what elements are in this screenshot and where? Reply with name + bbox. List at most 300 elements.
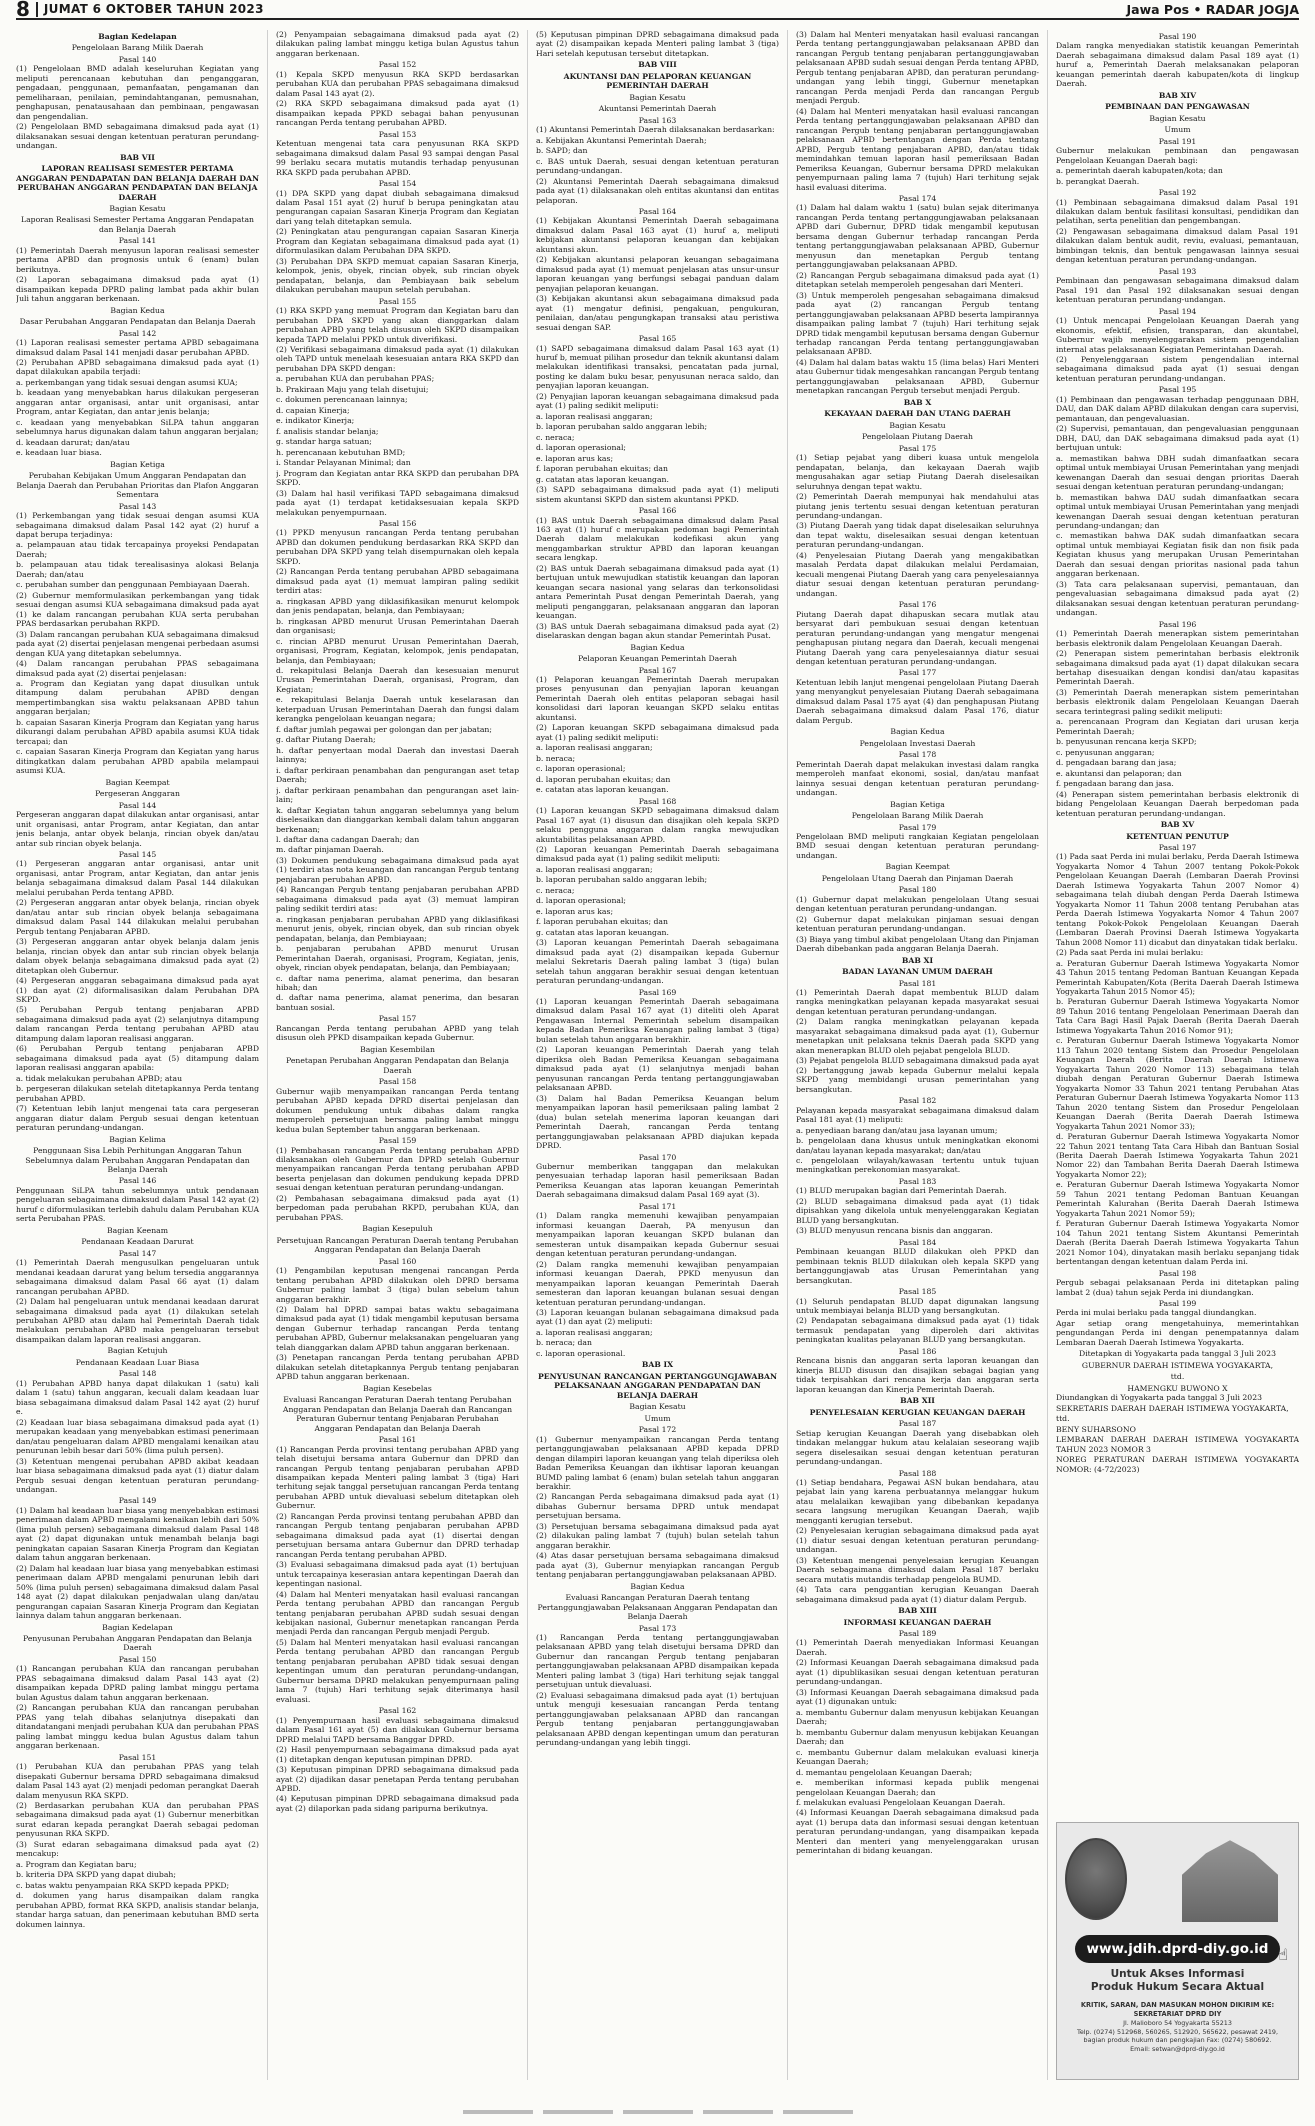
paragraph: (1) Perkembangan yang tidak sesuai dengan asumsi KUA sebagaimana dimaksud dalam Pasal 142 ayat (2) huruf a dapat berupa terjadinya: [16,511,259,539]
section-heading: GUBERNUR DAERAH ISTIMEWA YOGYAKARTA, [1081,1360,1274,1370]
paragraph: (1) Kepala SKPD menyusun RKA SKPD berdasarkan perubahan KUA dan perubahan PPAS sebagaimana dimaksud dalam Pasal 143 ayat (2). [276,69,519,98]
paragraph: (3) Perubahan DPA SKPD memuat capaian Sasaran Kinerja, kelompok, jenis, obyek, rincian obyek, sub rincian obyek pendapatan, belanja, dan Pembiayaan baik sebelum dilakukan perubahan maupun setelah perubahan. [276,256,519,295]
paragraph: (3) Evaluasi sebagaimana dimaksud pada ayat (1) bertujuan untuk tercapainya keserasian antara kepentingan Daerah dan kepentingan nasional. [276,1560,519,1589]
paragraph: (1) Setiap pejabat yang diberi kuasa untuk mengelola pendapatan, belanja, dan kekayaan Daerah wajib mengusahakan agar setiap Piutang Daerah diselesaikan seluruhnya dengan tepat waktu. [796,453,1039,491]
paragraph: Piutang Daerah dapat dihapuskan secara mutlak atau bersyarat dari pembukuan sesuai dengan ketentuan peraturan perundang-undangan yang mengatur mengenai penghapusan piutang negara dan Daerah, kecuali mengenai Piutang Daerah yang cara penyelesaiannya diatur sesuai dengan ketentuan peraturan perundang-undangan. [796,609,1039,666]
paragraph: c. daftar nama penerima, alamat penerima, dan besaran hibah; dan [276,973,519,992]
section-heading: Pasal 163 [638,115,677,125]
section-heading: BAB IX [641,1360,674,1370]
section-heading: Pasal 147 [118,1248,157,1258]
paragraph: g. catatan atas laporan keuangan. [536,474,669,484]
stripe-bar [703,2110,773,2114]
section-heading: Bagian Kesatu [629,1402,686,1412]
paragraph: (1) Perubahan KUA dan perubahan PPAS yang telah disepakati Gubernur bersama DPRD sebagaimana dimaksud dalam Pasal 143 ayat (2) menjadi pedoman perangkat Daerah dalam menyusun RKA SKPD. [16,1762,259,1800]
section-heading: Bagian Kesatu [629,92,686,102]
section-heading: Pasal 194 [1158,306,1197,316]
paragraph: b. perangkat Daerah. [1056,176,1140,186]
paragraph: (2) Laporan keuangan SKPD sebagaimana dimaksud pada ayat (1) paling sedikit meliputi: [536,723,779,742]
section-heading: Pasal 154 [378,179,417,189]
section-heading: Penetapan Perubahan Anggaran Pendapatan dan Belanja Daerah [286,1056,509,1075]
paragraph: (1) Laporan keuangan SKPD sebagaimana dimaksud dalam Pasal 167 ayat (1) disusun dan disajikan oleh kepala SKPD selaku pengguna anggaran dalam rangka mewujudkan akuntabilitas pelaksanaan APBD. [536,806,779,844]
paragraph: (7) Ketentuan lebih lanjut mengenai tata cara pergeseran anggaran diatur dalam Pergub sesuai dengan ketentuan peraturan perundang-undangan. [16,1104,259,1133]
paragraph: b. membantu Gubernur dalam menyusun kebijakan Keuangan Daerah; dan [796,1727,1039,1747]
paragraph: d. pengadaan barang dan jasa; [1056,758,1177,768]
paragraph: (1) Dalam hal dalam waktu 1 (satu) bulan sejak diterimanya rancangan Perda tentang pertanggungjawaban pelaksanaan APBD dari Gubernur, DPRD tidak mengambil keputusan bersama dengan Gubernur terhadap rancangan Perda tentang pertanggungjawaban pelaksanaan APBD, Gubernur menyusun dan menetapkan Pergub tentang pertanggungjawaban pelaksanaan APBD. [796,203,1039,270]
paragraph: (1) Rancangan Perda tentang pertanggungjawaban pelaksanaan APBD yang telah disetujui bersama DPRD dan Gubernur dan rancangan Pergub tentang penjabaran pertanggungjawaban pelaksanaan APBD disampaikan kepada Menteri paling lambat 3 (tiga) Hari terhitung sejak tanggal persetujuan untuk dievaluasi. [536,1633,779,1690]
paragraph: c. Peraturan Gubernur Daerah Istimewa Yogyakarta Nomor 113 Tahun 2020 tentang Sistem dan Prosedur Pengelolaan Keuangan Daerah (Berita Daerah Daerah Istimewa Yogyakarta Tahun 2020 Nomor 113) sebagaimana telah diubah dengan Peraturan Gubernur Daerah Istimewa Yogyakarta Nomor 33 Tahun 2021 tentang Perubahan Atas Peraturan Gubernur Daerah Istimewa Yogyakarta Nomor 113 Tahun 2020 tentang Sistem dan Prosedur Pengelolaan Keuangan Daerah (Berita Daerah Daerah Istimewa Yogyakarta Tahun 2021 Nomor 33); [1056,1036,1299,1131]
paragraph: a. Kebijakan Akuntansi Pemerintah Daerah; [536,135,707,145]
paragraph: e. memberikan informasi kepada publik mengenai pengelolaan Keuangan Daerah; dan [796,1778,1039,1797]
paragraph: c. dokumen perencanaan lainnya; [276,395,408,405]
paragraph: j. daftar perkiraan penambahan dan pengurangan aset lain-lain; [276,785,519,805]
paragraph: (1) Dalam hal keadaan luar biasa yang menyebabkan estimasi penerimaan dalam APBD mengalami kenaikan lebih dari 50% (lima puluh persen) sebagaimana dimaksud dalam Pasal 148 ayat (2) dapat digunakan untuk menambah belanja bagi peningkatan capaian Sasaran Kinerja Program dan Kegiatan dalam tahun anggaran berkenaan. [16,1505,259,1563]
ad-note-phone: Telp. (0274) 512968, 560265, 512920, 565622, pesawat 2419, [1077,2027,1278,2036]
ad-slogan-line2: Produk Hukum Secara Aktual [1090,1980,1265,1993]
section-heading: BAB VIII [638,60,677,70]
paragraph: NOREG PERATURAN DAERAH ISTIMEWA YOGYAKARTA NOMOR: (4-72/2023) [1056,1455,1299,1474]
section-heading: Evaluasi Rancangan Peraturan Daerah tentang Perubahan Anggaran Pendapatan dan Belanja Daerah dan Rancangan Peraturan Gubernur tentang Penjabaran Perubahan Anggaran Pendapatan dan Belanja Daerah [282,1395,513,1433]
paragraph: (3) BLUD menyusun rencana bisnis dan anggaran. [796,1226,993,1236]
paragraph: Rancangan Perda tentang perubahan APBD yang telah disusun oleh PPKD disampaikan kepada Gubernur. [276,1023,519,1043]
section-heading: Bagian Kesebelas [363,1383,432,1393]
paragraph: (1) Pelaporan keuangan Pemerintah Daerah merupakan proses penyusunan dan penyajian laporan keuangan Pemerintah Daerah oleh entitas pelaporan sebagai hasil konsolidasi dari laporan keuangan SKPD selaku entitas akuntansi. [536,675,779,722]
paragraph: c. batas waktu penyampaian RKA SKPD kepada PPKD; [16,1880,230,1890]
section-heading: Pasal 185 [898,1287,937,1297]
paragraph: (2) Pengelolaan BMD sebagaimana dimaksud pada ayat (1) dilaksanakan sesuai dengan ketentuan peraturan perundang-undangan. [16,122,259,151]
paragraph: a. laporan realisasi anggaran; [536,1327,653,1337]
paragraph: (1) Perubahan APBD hanya dapat dilakukan 1 (satu) kali dalam 1 (satu) tahun anggaran, kecuali dalam keadaan luar biasa sebagaimana dimaksud dalam Pasal 142 ayat (2) huruf e. [16,1378,259,1417]
section-heading: Laporan Realisasi Semester Pertama Anggaran Pendapatan dan Belanja Daerah [20,215,255,234]
paragraph: b. ringkasan APBD menurut Urusan Pemerintahan Daerah dan organisasi; [276,616,519,636]
paragraph: (2) Rancangan Perda provinsi tentang perubahan APBD dan rancangan Pergub tentang penjabaran perubahan APBD sebagaimana dimaksud pada ayat (1) disertai dengan persetujuan bersama antara Gubernur dan DPRD terhadap rancangan Perda tentang perubahan APBD. [276,1511,519,1559]
paragraph: (2) Dalam rangka memenuhi kewajiban penyampaian informasi keuangan Daerah, PPKD menyusun dan menyampaikan laporan keuangan Pemerintah Daerah semesteran dan laporan keuangan bulanan sesuai dengan ketentuan peraturan perundang-undangan. [536,1259,779,1307]
paragraph: Ketentuan lebih lanjut mengenai pengelolaan Piutang Daerah yang menyangkut penyelesaian Piutang Daerah sebagaimana dimaksud dalam Pasal 175 ayat (4) dan penghapusan Piutang Daerah sebagaimana dimaksud dalam Pasal 176, diatur dalam Pergub. [796,677,1039,725]
paragraph: a. Program dan Kegiatan yang dapat diusulkan untuk ditampung dalam perubahan APBD dengan mempertimbangkan sisa waktu pelaksanaan APBD tahun anggaran berjalan; [16,679,259,717]
section-heading: Pasal 155 [378,296,417,306]
section-heading: ttd. [1170,1372,1185,1382]
paragraph: c. laporan operasional; [536,764,626,774]
section-heading: Bagian Ketiga [110,459,165,469]
paragraph: (2) Berdasarkan perubahan KUA dan perubahan PPAS sebagaimana dimaksud pada ayat (1) Gubernur menerbitkan surat edaran kepada perangkat Daerah sebagai pedoman penyusunan RKA SKPD. [16,1800,259,1839]
section-heading: Bagian Kedelapan [102,1622,173,1632]
section-heading: Perubahan Kebijakan Umum Anggaran Pendapatan dan Belanja Daerah dan Perubahan Prioritas dan Plafon Anggaran Sementara [16,471,259,500]
section-heading: Pasal 173 [638,1623,677,1633]
section-heading: HAMENGKU BUWONO X [1127,1383,1228,1393]
paragraph: (2) Penerapan sistem pemerintahan berbasis elektronik sebagaimana dimaksud pada ayat (1) dapat dilakukan secara bertahap disesuaikan dengan kondisi dan/atau kapasitas Pemerintah Daerah. [1056,649,1299,687]
paragraph: Diundangkan di Yogyakarta pada tanggal 3 Juli 2023 [1056,1393,1262,1403]
section-heading: Pasal 174 [898,193,937,203]
paragraph: (2) Pengawasan sebagaimana dimaksud dalam Pasal 191 dilakukan dalam bentuk audit, reviu, evaluasi, pemantauan, bimbingan teknis, dan bentuk pengawasan lainnya sesuai dengan ketentuan peraturan perundang-undangan. [1056,226,1299,265]
ad-image-row [1065,1831,1290,1927]
paragraph: (3) Persetujuan bersama sebagaimana dimaksud pada ayat (2) dilakukan paling lambat 7 (tujuh) bulan setelah tahun anggaran berakhir. [536,1521,779,1550]
section-heading: Umum [644,1413,671,1423]
section-heading: Pasal 145 [118,849,157,859]
paragraph: LEMBARAN DAERAH DAERAH ISTIMEWA YOGYAKARTA TAHUN 2023 NOMOR 3 [1056,1435,1299,1454]
paragraph: (1) Pembahasan rancangan Perda tentang perubahan APBD dilaksanakan oleh Gubernur dan DPRD setelah Gubernur menyampaikan rancangan Perda tentang perubahan APBD beserta penjelasan dan dokumen pendukung kepada DPRD sesuai dengan ketentuan peraturan perundang-undangan. [276,1145,519,1193]
paragraph: a. Program dan Kegiatan baru; [16,1859,137,1869]
ad-note-title: KRITIK, SARAN, DAN MASUKAN MOHON DIKIRIM KE: [1080,2001,1275,2010]
paragraph: Pelayanan kepada masyarakat sebagaimana dimaksud dalam Pasal 181 ayat (1) meliputi: [796,1105,1039,1125]
section-heading: Bagian Kedelapan [98,32,177,41]
paragraph: d. capaian Kinerja; [276,405,350,415]
section-heading: Pergeseran Anggaran [95,789,180,799]
paragraph: (2) Rancangan Pergub sebagaimana dimaksud pada ayat (1) ditetapkan setelah memperoleh pengesahan dari Menteri. [796,270,1039,290]
stripe-bar [543,2110,613,2114]
paragraph: b. laporan perubahan saldo anggaran lebih; [536,875,708,885]
paragraph: a. penyediaan barang dan/atau jasa layanan umum; [796,1125,998,1135]
section-heading: Ditetapkan di Yogyakarta pada tanggal 3 Juli 2023 [1079,1349,1276,1359]
paragraph: BENY SUHARSONO [1056,1424,1136,1434]
paragraph: c. rincian APBD menurut Urusan Pemerintahan Daerah, organisasi, Program, Kegiatan, kelompok, jenis pendapatan, belanja, dan Pembiayaan; [276,636,519,665]
ad-contact-note [1065,2001,1290,2053]
masthead-left [16,0,264,21]
section-heading: Pasal 142 [118,328,157,338]
seal-icon [1065,1838,1127,1920]
section-heading: Bagian Keempat [885,862,950,872]
paragraph: (3) Informasi Keuangan Daerah sebagaimana dimaksud pada ayat (1) digunakan untuk: [796,1687,1039,1707]
section-heading: BADAN LAYANAN UMUM DAERAH [842,967,993,977]
paragraph: (4) Penerapan sistem pemerintahan berbasis elektronik di bidang Pengelolaan Keuangan Daerah berpedoman pada ketentuan peraturan perundang-undangan. [1056,789,1299,818]
paragraph: (2) Gubernur memformulasikan perkembangan yang tidak sesuai dengan asumsi KUA sebagaimana dimaksud pada ayat (1) ke dalam rancangan perubahan KUA serta perubahan PPAS berdasarkan perubahan RKPD. [16,590,259,629]
paragraph: (2) Pemerintah Daerah mempunyai hak mendahului atas piutang jenis tertentu sesuai dengan ketentuan peraturan perundang-undangan. [796,492,1039,520]
paragraph: (1) Pemerintah Daerah menyusun laporan realisasi semester pertama APBD dan prognosis untuk 6 (enam) bulan berikutnya. [16,245,259,274]
section-heading: INFORMASI KEUANGAN DAERAH [843,1617,992,1627]
paragraph: (2) Akuntansi Pemerintah Daerah sebagaimana dimaksud pada ayat (1) dilaksanakan oleh entitas akuntansi dan entitas pelaporan. [536,176,779,205]
paragraph: (4) Pergeseran anggaran sebagaimana dimaksud pada ayat (1) dan ayat (2) diformalisasikan dalam Perubahan DPA SKPD. [16,976,259,1004]
section-heading: Pasal 151 [118,1752,157,1762]
paragraph: b. penjabaran perubahan APBD menurut Urusan Pemerintahan Daerah, organisasi, Program, Kegiatan, jenis, obyek, rincian obyek pendapatan, belanja, dan Pembiayaan; [276,944,519,973]
paragraph: c. neraca; [536,885,575,895]
section-heading: Pasal 176 [898,600,937,610]
website-url[interactable]: www.jdih.dprd-diy.go.id [1086,1940,1269,1957]
paragraph: (4) Tata cara penggantian kerugian Keuangan Daerah sebagaimana dimaksud pada ayat (1) diatur dalam Pergub. [796,1585,1039,1604]
paragraph: c. keadaan yang menyebabkan SiLPA tahun anggaran sebelumnya harus digunakan dalam tahun anggaran berjalan; [16,417,259,437]
section-heading: Bagian Kedua [890,727,945,737]
section-heading: Pasal 178 [898,750,937,760]
paragraph: (2) Dalam hal keadaan luar biasa yang menyebabkan estimasi penerimaan dalam APBD mengalami penurunan lebih dari 50% (lima puluh persen) sebagaimana dimaksud dalam Pasal 148 ayat (2) dapat dilakukan penjadwalan ulang dan/atau pengurangan capaian Sasaran Kinerja Program dan Kegiatan lainnya dalam tahun anggaran berkenaan. [16,1563,259,1621]
paragraph: (2) Keadaan luar biasa sebagaimana dimaksud pada ayat (1) merupakan keadaan yang menyebabkan estimasi penerimaan dan/atau pengeluaran dalam APBD mengalami kenaikan atau penurunan lebih besar dari 50% (lima puluh persen). [16,1417,259,1456]
paragraph: (2) Laporan keuangan Pemerintah Daerah sebagaimana dimaksud pada ayat (1) paling sedikit meliputi: [536,844,779,864]
paragraph: d. Peraturan Gubernur Daerah Istimewa Yogyakarta Nomor 22 Tahun 2021 tentang Tata Cara Hibah dan Bantuan Sosial (Berita Daerah Daerah Istimewa Yogyakarta Tahun 2021 Nomor 22) dan Tambahan Berita Daerah Daerah Istimewa Yogyakarta Nomor 22); [1056,1132,1299,1179]
paragraph: (4) Dalam rancangan perubahan PPAS sebagaimana dimaksud pada ayat (2) disertai penjelasan: [16,659,259,678]
paragraph: c. membantu Gubernur dalam melakukan evaluasi kinerja Keuangan Daerah; [796,1747,1039,1767]
section-heading: Pasal 160 [378,1256,417,1266]
paragraph: f. Peraturan Gubernur Daerah Istimewa Yogyakarta Nomor 104 Tahun 2021 tentang Sistem Akuntansi Pemerintah Daerah (Berita Daerah Daerah Istimewa Yogyakarta Tahun 2021 Nomor 104), dinyatakan masih berlaku sepanjang tidak bertentangan dengan ketentuan dalam Perda ini. [1056,1219,1299,1267]
paragraph: d. laporan perubahan ekuitas; dan [536,774,671,784]
section-heading: Pasal 140 [118,54,157,64]
section-heading: Umum [1164,125,1191,135]
section-heading: Pasal 195 [1158,385,1197,395]
paragraph: (1) Penyempurnaan hasil evaluasi sebagaimana dimaksud dalam Pasal 161 ayat (5) dan dilakukan Gubernur bersama DPRD melalui TAPD bersama Banggar DPRD. [276,1715,519,1744]
section-heading: Persetujuan Rancangan Peraturan Daerah tentang Perubahan Anggaran Pendapatan dan Belanja Daerah [276,1235,519,1255]
paragraph: e. catatan atas laporan keuangan. [536,785,669,795]
section-heading: Pasal 192 [1158,188,1197,198]
section-heading: KETENTUAN PENUTUP [1126,831,1229,841]
paragraph: (2) Penyampaian sebagaimana dimaksud pada ayat (2) dilakukan paling lambat minggu ketiga bulan Agustus tahun anggaran berkenaan. [276,30,519,58]
paragraph: Dalam rangka menyediakan statistik keuangan Pemerintah Daerah sebagaimana dimaksud dalam Pasal 189 ayat (1) huruf a, Pemerintah Daerah melaksanakan pelaporan keuangan pemerintah daerah kabupaten/kota di lingkup Daerah. [1056,41,1299,89]
footer-stripe [16,2110,1299,2118]
paragraph: (2) Penyajian laporan keuangan sebagaimana dimaksud pada ayat (1) paling sedikit meliputi: [536,391,779,411]
section-heading: Pasal 191 [1158,136,1197,146]
paragraph: (1) Pengambilan keputusan mengenai rancangan Perda tentang perubahan APBD dilakukan oleh DPRD bersama Gubernur paling lambat 3 (tiga) bulan sebelum tahun anggaran berakhir. [276,1266,519,1304]
paragraph: (1) Seluruh pendapatan BLUD dapat digunakan langsung untuk membiayai belanja BLUD yang bersangkutan. [796,1296,1039,1315]
section-heading: Pasal 150 [118,1654,157,1664]
paragraph: d. laporan operasional; [536,443,627,453]
paragraph: (2) Gubernur dapat melakukan pinjaman sesuai dengan ketentuan peraturan perundang-undangan. [796,914,1039,934]
section-heading: Pasal 186 [898,1346,937,1356]
section-heading: Pasal 184 [898,1237,937,1247]
stripe-bar [783,2110,853,2114]
paragraph: (2) Dalam hal DPRD sampai batas waktu sebagaimana dimaksud pada ayat (1) tidak mengambil keputusan bersama dengan Gubernur terhadap rancangan Perda tentang perubahan APBD, Gubernur melaksanakan pengeluaran yang telah dianggarkan dalam APBD tahun anggaran berkenaan. [276,1305,519,1352]
section-heading: BAB XV [1160,820,1195,830]
section-heading: Pasal 165 [638,334,677,344]
newspaper-brand: Jawa Pos • RADAR JOGJA [1126,1,1299,17]
paragraph: (1) RKA SKPD yang memuat Program dan Kegiatan baru dan perubahan DPA SKPD yang akan dianggarkan dalam perubahan APBD yang telah disusun oleh SKPD disampaikan kepada TAPD melalui PPKD untuk diverifikasi. [276,306,519,344]
section-heading: Pasal 141 [118,236,157,246]
paragraph: (4) Informasi Keuangan Daerah sebagaimana dimaksud pada ayat (1) berupa data dan informasi sesuai dengan ketentuan peraturan perundang-undangan, yang disampaikan kepada Menteri dan menteri yang menyelenggarakan urusan pemerintahan di bidang keuangan. [796,1808,1039,1856]
section-heading: AKUNTANSI DAN PELAPORAN KEUANGAN PEMERINTAH DAERAH [563,71,752,91]
paragraph: (3) Dalam hal hasil verifikasi TAPD sebagaimana dimaksud pada ayat (1) terdapat ketidaksesuaian kepala SKPD melakukan penyempurnaan. [276,488,519,517]
paragraph: (2) Pembahasan sebagaimana dimaksud pada ayat (1) berpedoman pada perubahan RKPD, perubahan KUA, dan perubahan PPAS. [276,1193,519,1222]
paragraph: (3) BAS untuk Daerah sebagaimana dimaksud pada ayat (2) diselaraskan dengan bagan akun standar Pemerintah Pusat. [536,621,779,641]
paragraph: (1) Pemerintah Daerah mengusulkan pengeluaran untuk mendanai keadaan darurat yang belum tersedia anggarannya sebagaimana dimaksud dalam Pasal 66 ayat (1) dalam rancangan perubahan APBD. [16,1258,259,1296]
paragraph: l. daftar dana cadangan Daerah; dan [276,834,420,844]
section-heading: Pasal 172 [638,1425,677,1435]
section-heading: BAB VII [120,152,155,162]
paragraph: a. membantu Gubernur dalam menyusun kebijakan Keuangan Daerah; [796,1707,1039,1727]
masthead [16,0,1299,20]
paragraph: (5) Perubahan Pergub tentang penjabaran APBD sebagaimana dimaksud pada ayat (2) selanjutnya ditampung dalam rancangan Perda tentang perubahan APBD atau ditampung dalam laporan realisasi anggaran. [16,1005,259,1043]
paragraph: b. pelampauan atau tidak terealisasinya alokasi Belanja Daerah; dan/atau [16,560,259,579]
section-heading: Pasal 157 [378,1014,417,1024]
paragraph: (3) Laporan keuangan bulanan sebagaimana dimaksud pada ayat (1) dan ayat (2) meliputi: [536,1308,779,1327]
paragraph: a. laporan realisasi anggaran; [536,411,653,421]
paragraph: Pengelolaan BMD meliputi rangkaian Kegiatan pengelolaan BMD sesuai dengan ketentuan peraturan perundang-undangan. [796,831,1039,860]
paragraph: (2) Penyelesaian kerugian sebagaimana dimaksud pada ayat (1) diatur sesuai dengan ketentuan peraturan perundang-undangan. [796,1526,1039,1555]
section-heading: Pasal 159 [378,1136,417,1146]
paragraph: (4) Keputusan pimpinan DPRD sebagaimana dimaksud pada ayat (2) dilaporkan pada sidang paripurna berikutnya. [276,1794,519,1813]
paragraph: f. analisis standar belanja; [276,426,379,436]
paragraph: (2) Rancangan Perda sebagaimana dimaksud pada ayat (1) dibahas Gubernur bersama DPRD untuk mendapat persetujuan bersama. [536,1492,779,1521]
section-heading: Bagian Keenam [106,1225,169,1235]
paragraph: b. Peraturan Gubernur Daerah Istimewa Yogyakarta Nomor 89 Tahun 2016 tentang Pengelolaan Penerimaan Daerah dan Tata Cara Bagi Hasil Pajak Daerah (Berita Daerah Daerah Istimewa Yogyakarta Tahun 2016 Nomor 91); [1056,997,1299,1035]
section-heading: Bagian Kesepuluh [362,1224,433,1234]
section-heading: Pengelolaan Piutang Daerah [862,432,973,442]
paragraph: ttd. [1056,1414,1070,1424]
paragraph: (1) DPA SKPD yang dapat diubah sebagaimana dimaksud dalam Pasal 151 ayat (2) huruf b berupa peningkatan atau pengurangan capaian Sasaran Kinerja Program dan Kegiatan dari yang telah ditetapkan semula. [276,188,519,226]
paragraph: (3) Dokumen pendukung sebagaimana dimaksud pada ayat (1) terdiri atas nota keuangan dan rancangan Pergub tentang penjabaran perubahan APBD. [276,855,519,884]
section-heading: Penggunaan Sisa Lebih Perhitungan Anggaran Tahun Sebelumnya dalam Perubahan Anggaran Pendapatan dan Belanja Daerah [25,1146,250,1174]
section-heading: Akuntansi Pemerintah Daerah [598,104,717,114]
paragraph: Ketentuan mengenai tata cara penyusunan RKA SKPD sebagaimana dimaksud dalam Pasal 93 sampai dengan Pasal 99 berlaku secara mutatis mutandis terhadap penyusunan RKA SKPD pada perubahan APBD. [276,139,519,177]
paragraph: (5) Dalam hal Menteri menyatakan hasil evaluasi rancangan Perda tentang perubahan APBD dan rancangan Pergub tentang penjabaran perubahan APBD tidak sesuai dengan kepentingan umum dan peraturan perundang-undangan, Gubernur bersama DPRD melakukan penyempurnaan paling lama 7 (tujuh) Hari terhitung sejak diterimanya hasil evaluasi. [276,1637,519,1704]
section-heading: BAB XI [901,955,934,965]
paragraph: d. rekapitulasi Belanja Daerah dan kesesuaian menurut Urusan Pemerintahan Daerah, organisasi, Program, dan Kegiatan; [276,666,519,694]
paragraph: e. keadaan luar biasa. [16,448,102,458]
paragraph: (1) Kebijakan Akuntansi Pemerintah Daerah sebagaimana dimaksud dalam Pasal 163 ayat (1) huruf a, meliputi kebijakan akuntansi pelaporan keuangan dan kebijakan akuntansi akun. [536,216,779,254]
paragraph: (2) Rancangan Perda tentang perubahan APBD sebagaimana dimaksud pada ayat (1) memuat lampiran paling sedikit terdiri atas: [276,567,519,596]
paragraph: (2) Pada saat Perda ini mulai berlaku: [1056,948,1204,958]
paragraph: g. daftar Piutang Daerah; [276,735,376,745]
paragraph: (2) Evaluasi sebagaimana dimaksud pada ayat (1) bertujuan untuk menguji kesesuaian rancangan Perda tentang pertanggungjawaban pelaksanaan APBD dan rancangan Pergub tentang penjabaran pertanggungjawaban pelaksanaan APBD dengan kepentingan umum dan peraturan perundang-undangan yang lebih tinggi. [536,1690,779,1748]
section-heading: Pasal 182 [898,1096,937,1106]
paragraph: Setiap kerugian Keuangan Daerah yang disebabkan oleh tindakan melanggar hukum atau kelalaian seseorang wajib segera diselesaikan sesuai dengan ketentuan peraturan perundang-undangan. [796,1428,1039,1467]
paragraph: (3) Ketentuan mengenai penyelesaian kerugian Keuangan Daerah sebagaimana dimaksud dalam Pasal 187 berlaku secara mutatis mutandis terhadap pengelola BUMD. [796,1555,1039,1584]
paragraph: h. perencanaan kebutuhan BMD; [276,447,406,457]
issue-date: JUMAT 6 OKTOBER TAHUN 2023 [43,2,264,16]
section-heading: Pasal 170 [638,1152,677,1162]
paragraph: i. daftar perkiraan penambahan dan pengurangan aset tetap Daerah; [276,765,519,785]
section-heading: Evaluasi Rancangan Peraturan Daerah tentang Pertanggungjawaban Pelaksanaan Anggaran Pendapatan dan Belanja Daerah [537,1593,778,1622]
column-4 [796,30,1048,2080]
section-heading: Pengelolaan Utang Daerah dan Pinjaman Daerah [821,873,1014,883]
paragraph: (5) Keputusan pimpinan DPRD sebagaimana dimaksud pada ayat (2) disampaikan kepada Menteri paling lambat 3 (tiga) Hari setelah keputusan tersebut ditetapkan. [536,30,779,58]
paragraph: f. laporan perubahan ekuitas; dan [536,464,668,474]
paragraph: (1) Rancangan Perda provinsi tentang perubahan APBD yang telah disetujui bersama antara Gubernur dan DPRD dan rancangan Pergub tentang penjabaran perubahan APBD disampaikan kepada Menteri paling lambat 3 (tiga) Hari terhitung sejak tanggal persetujuan rancangan Perda tentang perubahan APBD untuk dievaluasi sebelum ditetapkan oleh Gubernur. [276,1444,519,1511]
section-heading: BAB XII [900,1396,935,1406]
section-heading: Pasal 158 [378,1077,417,1087]
paragraph: f. laporan perubahan ekuitas; dan [536,917,668,927]
paragraph: (2) BAS untuk Daerah sebagaimana dimaksud pada ayat (1) bertujuan untuk mewujudkan statistik keuangan dan laporan keuangan secara nasional yang selaras dan terkonsolidasi antara Pemerintah Pusat dengan Pemerintah Daerah, yang meliputi penganggaran, pelaksanaan anggaran dan laporan keuangan. [536,563,779,621]
paragraph: (1) SAPD sebagaimana dimaksud dalam Pasal 163 ayat (1) huruf b, memuat pilihan prosedur dan teknik akuntansi dalam melakukan identifikasi transaksi, pencatatan pada jurnal, posting ke dalam buku besar, penyusunan neraca saldo, dan penyajian laporan keuangan. [536,343,779,391]
section-heading: Pendanaan Keadaan Darurat [81,1237,194,1247]
paragraph: a. tidak melakukan perubahan APBD; atau [16,1073,183,1083]
paragraph: (2) Laporan keuangan Pemerintah Daerah yang telah diperiksa oleh Badan Pemeriksa Keuangan sebagaimana dimaksud pada ayat (1) selanjutnya menjadi bahan penyusunan rancangan Perda tentang pertanggungjawaban pelaksanaan APBD. [536,1045,779,1093]
section-heading: Pasal 168 [638,796,677,806]
paragraph: Agar setiap orang mengetahuinya, memerintahkan pengundangan Perda ini dengan penempatannya dalam Lembaran Daerah Daerah Istimewa Yogyakarta. [1056,1318,1299,1347]
paragraph: a. perencanaan Program dan Kegiatan dari urusan kerja Pemerintah Daerah; [1056,717,1299,736]
paragraph: (1) Akuntansi Pemerintah Daerah dilaksanakan berdasarkan: [536,125,775,135]
paragraph: c. perubahan sumber dan penggunaan Pembiayaan Daerah. [16,580,250,590]
section-heading: PENYUSUNAN RANCANGAN PERTANGGUNGJAWABAN PELAKSANAAN ANGGARAN PENDAPATAN DAN BELANJA DAERAH [538,1371,777,1400]
paragraph: (1) Gubernur dapat melakukan pengelolaan Utang sesuai dengan ketentuan peraturan perundang-undangan. [796,894,1039,914]
section-heading: Pasal 152 [378,60,417,70]
paragraph: f. daftar jumlah pegawai per golongan dan per jabatan; [276,724,492,734]
section-heading: PENYELESAIAN KERUGIAN KEUANGAN DAERAH [809,1407,1026,1417]
paragraph: (3) Dalam rancangan perubahan KUA sebagaimana dimaksud pada ayat (2) disertai penjelasan mengenai perbedaan asumsi dengan KUA yang ditetapkan sebelumnya. [16,629,259,658]
paragraph: b. pergeseran dilakukan setelah ditetapkannya Perda tentang perubahan APBD. [16,1084,259,1103]
section-heading: Bagian Kesatu [889,420,946,430]
ad-note-address: Jl. Malioboro 54 Yogyakarta 55213 [1123,2018,1232,2027]
ad-slogan-line1: Untuk Akses Informasi [1110,1968,1245,1980]
paragraph: c. neraca; [536,432,575,442]
section-heading: Pasal 177 [898,668,937,678]
ad-note-fax: bagian produk hukum dan pengkajian Fax: (0274) 580692. [1083,2036,1272,2045]
paragraph: e. Peraturan Gubernur Daerah Istimewa Yogyakarta Nomor 59 Tahun 2021 tentang Pedoman Bantuan Keuangan Pemerintah Kalurahan (Berita Daerah Daerah Istimewa Yogyakarta Tahun 2021 Nomor 59); [1056,1180,1299,1218]
paragraph: b. penyusunan rencana kerja SKPD; [1056,737,1197,747]
paragraph: c. BAS untuk Daerah, sesuai dengan ketentuan peraturan perundang-undangan. [536,156,779,176]
paragraph: (2) Kebijakan akuntansi pelaporan keuangan sebagaimana dimaksud pada ayat (1) memuat penjelasan atas unsur-unsur laporan keuangan yang berfungsi sebagai panduan dalam penyajian pelaporan keuangan. [536,255,779,293]
paragraph: (1) BLUD merupakan bagian dari Pemerintah Daerah. [796,1186,1007,1196]
paragraph: (1) Setiap bendahara, Pegawai ASN bukan bendahara, atau pejabat lain yang karena perbuatannya melanggar hukum atau melalaikan kewajiban yang dibebankan kepadanya secara langsung merugikan Keuangan Daerah, wajib mengganti kerugian tersebut. [796,1477,1039,1525]
section-heading: Pasal 196 [1158,619,1197,629]
paragraph: d. dokumen yang harus disampaikan dalam rangka perubahan APBD, format RKA SKPD, analisis standar belanja, standar harga satuan, dan penerimaan kebutuhan BMD serta dokumen lainnya. [16,1891,259,1929]
section-heading: Pasal 187 [898,1419,937,1429]
ad-slogan [1065,1968,1290,1993]
website-url-badge[interactable] [1075,1935,1288,1964]
paragraph: (2) RKA SKPD sebagaimana dimaksud pada ayat (1) disampaikan kepada PPKD sebagai bahan penyusunan rancangan Perda tentang perubahan APBD. [276,99,519,128]
paragraph: Pembinaan keuangan BLUD dilakukan oleh PPKD dan pembinaan teknis BLUD dilakukan oleh kepala SKPD yang bertanggungjawab atas Urusan Pemerintahan yang bersangkutan. [796,1247,1039,1285]
paragraph: (3) Pejabat pengelola BLUD sebagaimana dimaksud pada ayat (2) bertanggung jawab kepada Gubernur melalui kepala SKPD yang membidangi urusan pemerintahan yang bersangkutan. [796,1056,1039,1094]
section-heading: BAB XIV [1158,90,1197,100]
paragraph: (1) Pemerintah Daerah menerapkan sistem pemerintahan berbasis elektronik dalam Pengelolaan Keuangan Daerah. [1056,629,1299,648]
paragraph: (2) Dalam hal pengeluaran untuk mendanai keadaan darurat sebagaimana dimaksud pada ayat (1) dilakukan setelah perubahan APBD atau dalam hal Pemerintah Daerah tidak melakukan perubahan APBD maka pengeluaran tersebut disampaikan dalam laporan realisasi anggaran. [16,1297,259,1344]
paragraph: (4) Dalam hal Menteri menyatakan hasil evaluasi rancangan Perda tentang pertanggungjawaban pelaksanaan APBD dan rancangan Pergub tentang penjabaran pertanggungjawaban pelaksanaan APBD bertentangan dengan Perda tentang APBD, Pergub tentang penjabaran APBD, dan/atau tidak memindahkan temuan laporan hasil pemeriksaan Badan Pemeriksa Keuangan, Gubernur bersama DPRD melakukan penyempurnaan paling lama 7 (tujuh) Hari terhitung sejak hasil evaluasi diterima. [796,106,1039,192]
paragraph: Pembinaan dan pengawasan sebagaimana dimaksud dalam Pasal 191 dan Pasal 192 dilaksanakan sesuai dengan ketentuan peraturan perundang-undangan. [1056,276,1299,305]
paragraph: a. ringkasan APBD yang diklasifikasikan menurut kelompok dan jenis pendapatan, belanja, dan Pembiayaan; [276,596,519,616]
article-columns [16,30,1299,2080]
paragraph: a. ringkasan penjabaran perubahan APBD yang diklasifikasi menurut jenis, obyek, rincian obyek, dan sub rincian obyek pendapatan, belanja, dan Pembiayaan; [276,914,519,943]
paragraph: a. Peraturan Gubernur Daerah Istimewa Yogyakarta Nomor 43 Tahun 2015 tentang Pedoman Bantuan Keuangan Kepada Pemerintah Kabupaten/Kota (Berita Daerah Daerah Istimewa Yogyakarta Tahun 2015 Nomor 45); [1056,958,1299,996]
paragraph: g. catatan atas laporan keuangan. [536,927,669,937]
section-heading: Bagian Kedua [630,1581,685,1591]
section-heading: Pasal 171 [638,1201,677,1211]
paragraph: (2) Informasi Keuangan Daerah sebagaimana dimaksud pada ayat (1) dipublikasikan sesuai dengan ketentuan peraturan perundang-undangan. [796,1658,1039,1687]
paragraph: (2) Penyelenggaraan sistem pengendalian internal sebagaimana dimaksud pada ayat (1) sesuai dengan ketentuan peraturan perundang-undangan. [1056,355,1299,383]
paragraph: c. memastikan bahwa DAK sudah dimanfaatkan secara optimal untuk membiayai Kegiatan fisik dan non fisik pada Kegiatan khusus yang merupakan Urusan Pemerintahan Daerah dan sesuai dengan prioritas nasional pada tahun anggaran berkenaan. [1056,531,1299,579]
paragraph: (6) Perubahan Pergub tentang penjabaran APBD sebagaimana dimaksud pada ayat (5) ditampung dalam laporan realisasi anggaran apabila: [16,1044,259,1073]
paragraph: (3) Laporan keuangan Pemerintah Daerah sebagaimana dimaksud pada ayat (2) disampaikan kepada Gubernur melalui Sekretaris Daerah paling lambat 3 (tiga) bulan setelah tahun anggaran berakhir sesuai dengan ketentuan peraturan perundang-undangan. [536,938,779,986]
paragraph: e. indikator Kinerja; [276,416,355,426]
paragraph: a. pemerintah daerah kabupaten/kota; dan [1056,166,1223,176]
paragraph: (3) Piutang Daerah yang tidak dapat diselesaikan seluruhnya dan tepat waktu, diselesaikan sesuai dengan ketentuan peraturan perundang-undangan. [796,521,1039,550]
section-heading: Pasal 197 [1158,842,1197,852]
paragraph: d. laporan operasional; [536,896,627,906]
page-number: 8 [16,0,30,21]
ad-note-email: Email: setwan@dprd-diy.go.id [1130,2044,1225,2053]
paragraph: (2) Rancangan perubahan KUA dan rancangan perubahan PPAS yang telah dibahas selanjutnya disepakati dan ditandatangani menjadi perubahan KUA dan perubahan PPAS paling lambat minggu kedua bulan Agustus dalam tahun anggaran berkenaan. [16,1703,259,1751]
stripe-bar [623,2110,693,2114]
paragraph: f. pengadaan barang dan jasa. [1056,779,1174,789]
paragraph: (2) Dalam rangka meningkatkan pelayanan kepada masyarakat sebagaimana dimaksud pada ayat (1), Gubernur menetapkan unit pelaksana teknis Daerah pada SKPD yang akan menerapkan BLUD oleh pejabat pengelola BLUD. [796,1017,1039,1055]
paragraph: SEKRETARIS DAERAH DAERAH ISTIMEWA YOGYAKARTA, [1056,1403,1289,1413]
stripe-bar [463,2110,533,2114]
paragraph: c. penyusunan anggaran; [1056,747,1155,757]
section-heading: Bagian Keempat [105,777,170,787]
section-heading: Pasal 190 [1158,32,1197,41]
section-heading: Pasal 183 [898,1176,937,1186]
paragraph: g. standar harga satuan; [276,437,372,447]
paragraph: (3) Keputusan pimpinan DPRD sebagaimana dimaksud pada ayat (2) dijadikan dasar penetapan Perda tentang perubahan APBD. [276,1765,519,1793]
paragraph: (4) Atas dasar persetujuan bersama sebagaimana dimaksud pada ayat (3), Gubernur menyiapkan rancangan Pergub tentang penjabaran pertanggungjawaban pelaksanaan APBD. [536,1551,779,1580]
paragraph: Gubernur wajib menyampaikan rancangan Perda tentang perubahan APBD kepada DPRD disertai penjelasan dan dokumen pendukung untuk dibahas dalam rangka memperoleh persetujuan bersama paling lambat minggu kedua bulan September tahun anggaran berkenaan. [276,1086,519,1134]
paragraph: (3) Dalam hal Menteri menyatakan hasil evaluasi rancangan Perda tentang pertanggungjawaban pelaksanaan APBD dan rancangan Pergub tentang penjabaran pertanggungjawaban pelaksanaan APBD sudah sesuai dengan Perda tentang APBD, Pergub tentang penjabaran APBD, dan peraturan perundang-undangan yang lebih tinggi, Gubernur menetapkan rancangan Perda menjadi Perda dan rancangan Pergub menjadi Pergub. [796,30,1039,106]
paragraph: (2) Hasil penyempurnaan sebagaimana dimaksud pada ayat (1) ditetapkan dengan keputusan pimpinan DPRD. [276,1745,519,1764]
paragraph: a. perubahan KUA dan perubahan PPAS; [276,374,435,384]
section-heading: Pasal 169 [638,987,677,997]
section-heading: PEMBINAAN DAN PENGAWASAN [1105,102,1250,112]
paragraph: b. pengelolaan dana khusus untuk meningkatkan ekonomi dan/atau layanan kepada masyarakat; dan/atau [796,1136,1039,1155]
paragraph: (1) Pengelolaan BMD adalah keseluruhan Kegiatan yang meliputi perencanaan kebutuhan dan penganggaran, pengadaan, penggunaan, pemanfaatan, pengamanan dan pemeliharaan, penilaian, pemindahtanganan, pemusnahan, penghapusan, penatausahaan dan pembinaan, pengawasan dan pengendalian. [16,64,259,121]
paragraph: (2) Supervisi, pemantauan, dan pengevaluasian penggunaan DBH, DAU, dan DAK sebagaimana dimaksud pada ayat (1) bertujuan untuk: [1056,424,1299,453]
paragraph: b. SAPD; dan [536,146,588,156]
paragraph: b. capaian Sasaran Kinerja Program dan Kegiatan yang harus dikurangi dalam perubahan APBD apabila asumsi KUA tidak tercapai; dan [16,717,259,746]
paragraph: (1) PPKD menyusun rancangan Perda tentang perubahan APBD dan dokumen pendukung berdasarkan RKA SKPD dan perubahan DPA SKPD yang telah disempurnakan oleh kepala SKPD. [276,528,519,566]
paragraph: (4) Dalam hal dalam batas waktu 15 (lima belas) Hari Menteri atau Gubernur tidak mengesahkan rancangan Pergub tentang pertanggungjawaban pelaksanaan APBD, Gubernur menetapkan rancangan Pergub tersebut menjadi Pergub. [796,357,1039,396]
section-heading: Pelaporan Keuangan Pemerintah Daerah [578,654,737,664]
paragraph: e. laporan arus kas; [536,906,614,916]
paragraph: a. laporan realisasi anggaran; [536,743,653,753]
paragraph: (1) Dalam rangka memenuhi kewajiban penyampaian informasi keuangan Daerah, PA menyusun dan menyampaikan laporan keuangan SKPD bulanan dan semesteran untuk disampaikan kepada Gubernur sesuai dengan ketentuan peraturan perundang-undangan. [536,1211,779,1259]
paragraph: (1) Pembinaan sebagaimana dimaksud dalam Pasal 191 dilakukan dalam bentuk fasilitasi konsultasi, pendidikan dan pelatihan, serta penelitian dan pengembangan. [1056,197,1299,226]
paragraph: (3) Pemerintah Daerah menerapkan sistem pemerintahan berbasis elektronik dalam Pengelolaan Keuangan Daerah secara terintegrasi paling sedikit meliputi: [1056,687,1299,716]
paragraph: (2) Peningkatan atau pengurangan capaian Sasaran Kinerja Program dan Kegiatan sebagaimana dimaksud pada ayat (1) diformulasikan dalam Perubahan DPA SKPD. [276,227,519,256]
section-heading: Bagian Kedua [630,642,685,652]
column-5 [1056,30,1299,2080]
paragraph: a. memastikan bahwa DBH sudah dimanfaatkan secara optimal untuk membiayai Urusan Pemerintahan yang menjadi kewenangan Daerah dan sesuai dengan prioritas Daerah sesuai dengan ketentuan peraturan perundang-undangan; [1056,453,1299,492]
paragraph: e. akuntansi dan pelaporan; dan [1056,768,1182,778]
paragraph: Pemerintah Daerah dapat melakukan investasi dalam rangka memperoleh manfaat ekonomi, sosial, dan/atau manfaat lainnya sesuai dengan ketentuan peraturan perundang-undangan. [796,759,1039,798]
